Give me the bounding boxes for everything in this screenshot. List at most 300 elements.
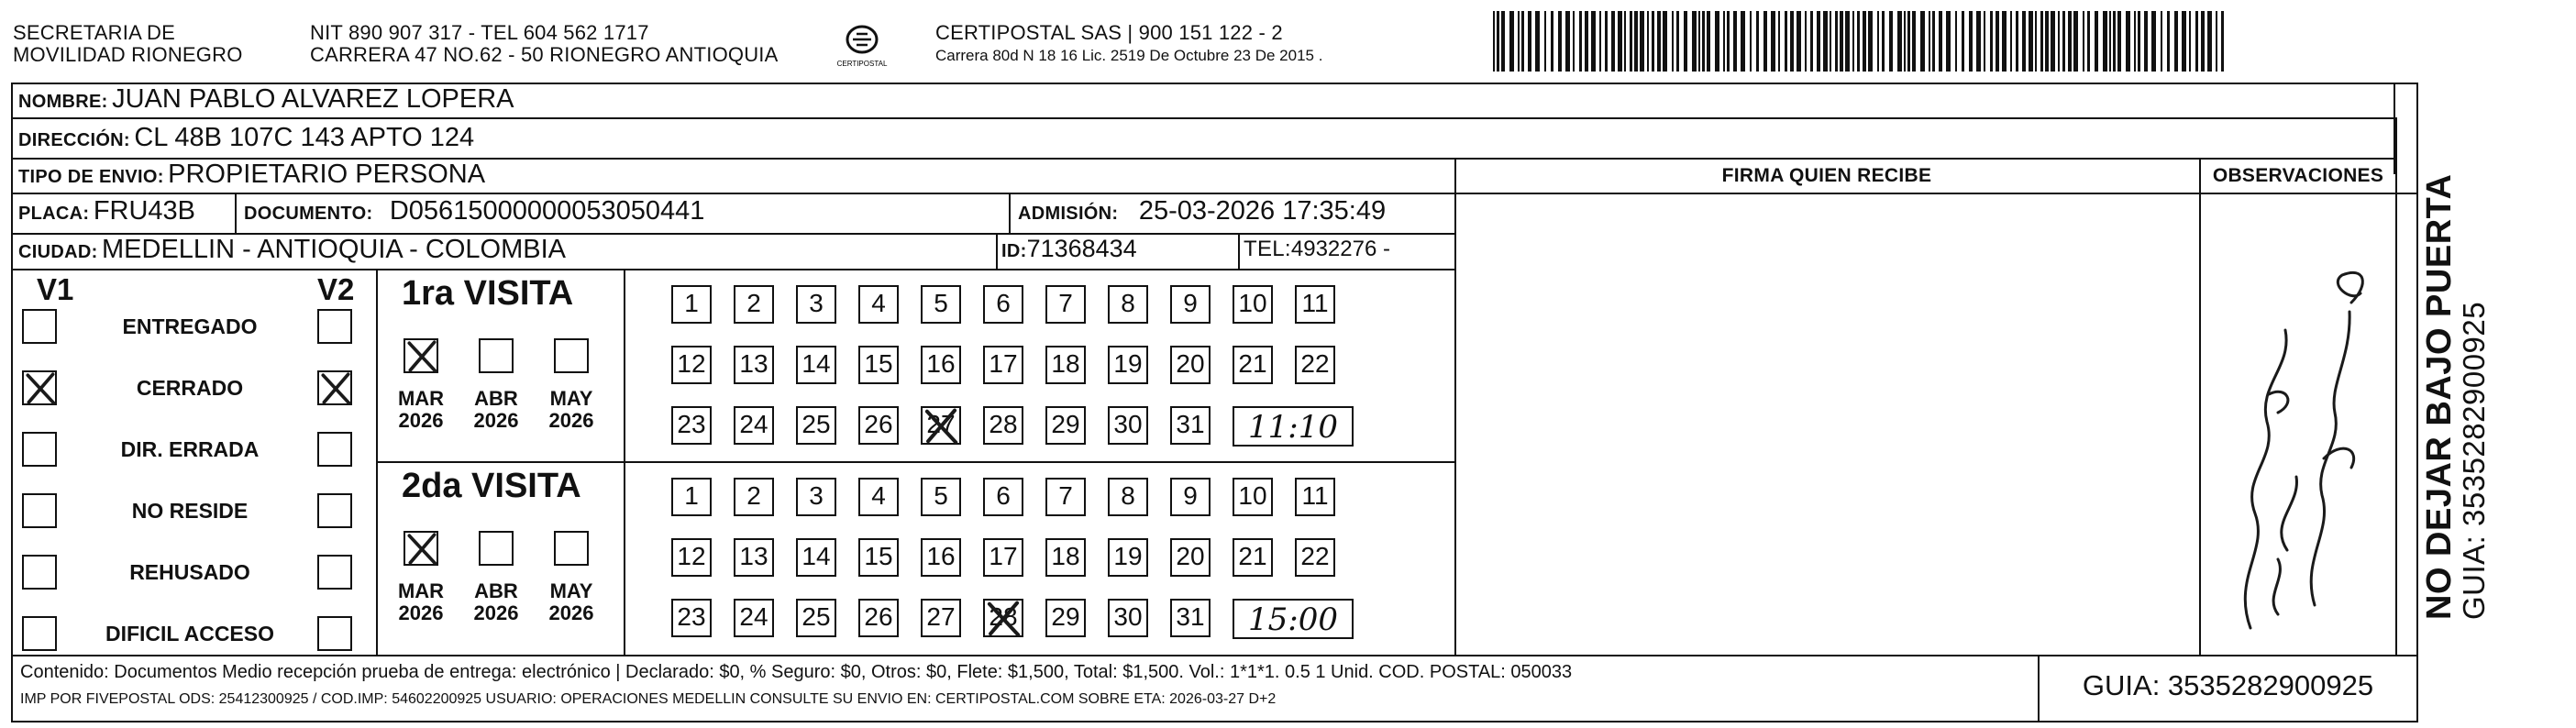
- day-number: 19: [1113, 542, 1143, 570]
- barcode-bar: [2087, 11, 2090, 72]
- obs-right-border: [2395, 117, 2397, 655]
- day-cell[interactable]: [734, 478, 774, 516]
- barcode-bar: [1640, 11, 1644, 72]
- status-label: NO RESIDE: [131, 499, 249, 523]
- day-cell[interactable]: [1170, 406, 1211, 445]
- day-number: 7: [1058, 481, 1073, 510]
- day-number: 29: [1051, 410, 1080, 438]
- day-cell[interactable]: [1170, 538, 1211, 577]
- day-number: 28: [989, 410, 1018, 438]
- v1-checkbox[interactable]: [22, 555, 57, 590]
- barcode-bar: [2134, 11, 2136, 72]
- day-cell[interactable]: [1108, 406, 1148, 445]
- row-divider: [11, 655, 2418, 656]
- day-cell[interactable]: [983, 406, 1023, 445]
- day-cell[interactable]: [671, 599, 712, 637]
- x-mark-icon: [983, 599, 1023, 639]
- day-cell[interactable]: [671, 406, 712, 445]
- x-mark-icon: [921, 406, 961, 447]
- barcode-bar: [1723, 11, 1725, 72]
- barcode-bar: [1817, 11, 1820, 72]
- direccion-label: DIRECCIÓN:: [18, 130, 130, 150]
- day-cell[interactable]: [983, 538, 1023, 577]
- barcode-bar: [1652, 11, 1654, 72]
- barcode-bar: [1845, 11, 1850, 72]
- barcode-bar: [2073, 11, 2078, 72]
- day-cell[interactable]: [1295, 478, 1335, 516]
- day-cell[interactable]: [1170, 478, 1211, 516]
- barcode-bar: [1877, 11, 1879, 72]
- barcode-bar: [1756, 11, 1759, 72]
- day-number: 25: [802, 602, 831, 631]
- barcode-bar: [1672, 11, 1674, 72]
- x-mark-icon: [317, 370, 354, 407]
- day-cell[interactable]: [983, 478, 1023, 516]
- nombre-value: JUAN PABLO ALVAREZ LOPERA: [112, 84, 514, 114]
- day-number: 19: [1113, 349, 1143, 378]
- org-line-2: MOVILIDAD RIONEGRO: [13, 43, 243, 66]
- day-number: 18: [1051, 349, 1080, 378]
- day-number: 11: [1301, 481, 1329, 510]
- barcode-bar: [2182, 11, 2186, 72]
- day-cell[interactable]: [1108, 478, 1148, 516]
- v1-checkbox[interactable]: [22, 493, 57, 528]
- day-cell[interactable]: [796, 406, 836, 445]
- day-number: 31: [1176, 602, 1205, 631]
- day-cell[interactable]: [796, 285, 836, 324]
- day-cell[interactable]: [921, 538, 961, 577]
- day-cell[interactable]: [734, 538, 774, 577]
- day-cell[interactable]: [796, 346, 836, 384]
- admision-divider: [1009, 194, 1011, 233]
- day-cell[interactable]: [983, 599, 1023, 637]
- no-dejar-text: NO DEJAR BAJO PUERTA: [2420, 173, 2459, 620]
- day-number: 27: [926, 602, 956, 631]
- status-label: REHUSADO: [129, 560, 250, 584]
- barcode-bar: [2201, 11, 2205, 72]
- day-cell[interactable]: [734, 406, 774, 445]
- day-cell[interactable]: [921, 406, 961, 445]
- barcode-bar: [1897, 11, 1902, 72]
- side-guia-text: GUIA: 3535282900925: [2457, 301, 2491, 620]
- barcode-bar: [1962, 11, 1964, 72]
- footer-guia: GUIA: 3535282900925: [2082, 669, 2374, 701]
- day-cell[interactable]: [796, 599, 836, 637]
- day-number: 13: [739, 542, 768, 570]
- status-area: [11, 270, 376, 655]
- placa-value: FRU43B: [93, 196, 196, 226]
- day-number: 8: [1121, 289, 1135, 317]
- day-cell[interactable]: [1108, 346, 1148, 384]
- barcode-bar: [1797, 11, 1801, 72]
- barcode-bar: [2207, 11, 2212, 72]
- barcode-bar: [1535, 11, 1540, 72]
- nombre-row: [18, 84, 514, 115]
- day-number: 2: [746, 481, 761, 510]
- month-year: 2026: [473, 601, 519, 624]
- day-number: 1: [684, 289, 699, 317]
- day-cell[interactable]: [734, 599, 774, 637]
- direccion-value: CL 48B 107C 143 APTO 124: [134, 123, 475, 152]
- org-name: [13, 22, 243, 66]
- day-number: 20: [1176, 542, 1205, 570]
- barcode-bar: [1904, 11, 1906, 72]
- id-value: 71368434: [1026, 235, 1137, 262]
- barcode-bar: [1501, 11, 1505, 72]
- imp-text: IMP POR FIVEPOSTAL ODS: 25412300925 / COD.IMP: 54602200925 USUARIO: OPERACIONES MEDELLIN CONSULTE SU ENVIO EN: CERTIPOSTAL.COM SOBRE ETA: 2026-03-27 D+2: [20, 691, 1277, 707]
- barcode-bar: [2022, 11, 2026, 72]
- day-number: 12: [677, 349, 706, 378]
- barcode-bar: [2126, 11, 2130, 72]
- row-divider: [11, 193, 2418, 194]
- day-cell[interactable]: [734, 285, 774, 324]
- v1-checkbox[interactable]: [22, 616, 57, 651]
- barcode-bar: [2016, 11, 2018, 72]
- obs-left-border: [2199, 160, 2201, 655]
- direccion-row: [18, 123, 474, 153]
- barcode-bar: [2216, 11, 2217, 72]
- day-cell[interactable]: [1295, 538, 1335, 577]
- placa-label: PLACA:: [18, 204, 90, 224]
- day-number: 15: [864, 542, 893, 570]
- barcode-bar: [1624, 11, 1626, 72]
- tel-divider: [1238, 235, 1240, 269]
- month-checkbox[interactable]: [479, 531, 514, 566]
- month-year: 2026: [548, 601, 594, 624]
- contenido-text: Contenido: Documentos Medio recepción prueba de entrega: electrónico | Declarado: $0, % Seguro: $0, Otros: $0, Flete: $1,500, Total: $1,500. Vol.: 1*1*1. 0.5 1 Unid. COD. POSTAL: 050033: [20, 662, 1573, 682]
- day-cell[interactable]: [921, 599, 961, 637]
- barcode-bar: [2083, 11, 2084, 72]
- barcode-bar: [2040, 11, 2043, 72]
- day-number: 21: [1238, 349, 1267, 378]
- barcode-bar: [1996, 11, 1999, 72]
- day-cell[interactable]: [858, 285, 899, 324]
- day-number: 3: [809, 289, 824, 317]
- month-label: [387, 388, 455, 432]
- barcode-bar: [1497, 11, 1499, 72]
- barcode-bar: [1771, 11, 1775, 72]
- day-cell[interactable]: [858, 538, 899, 577]
- certipostal-logo: [836, 20, 888, 72]
- day-number: 14: [802, 542, 831, 570]
- barcode-bar: [1969, 11, 1973, 72]
- day-number: 5: [934, 289, 948, 317]
- documento-field: [244, 196, 704, 226]
- day-number: 30: [1113, 602, 1143, 631]
- logo-text: CERTIPOSTAL: [836, 60, 888, 68]
- barcode-bar: [2109, 11, 2111, 72]
- day-number: 15: [864, 349, 893, 378]
- barcode-bar: [1684, 11, 1687, 72]
- v2-checkbox[interactable]: [317, 309, 352, 344]
- day-number: 16: [926, 542, 956, 570]
- barcode-bar: [1585, 11, 1588, 72]
- day-number: 16: [926, 349, 956, 378]
- day-cell[interactable]: [1045, 346, 1086, 384]
- day-cell[interactable]: [1108, 599, 1148, 637]
- documento-label: DOCUMENTO:: [244, 204, 373, 224]
- day-cell[interactable]: [671, 285, 712, 324]
- barcode-bar: [1727, 11, 1730, 72]
- day-cell[interactable]: [1170, 346, 1211, 384]
- ciudad-value: MEDELLIN - ANTIOQUIA - COLOMBIA: [102, 235, 566, 264]
- barcode-bar: [1551, 11, 1553, 72]
- day-number: 29: [1051, 602, 1080, 631]
- v2-checkbox[interactable]: [317, 370, 352, 405]
- barcode-bar: [1882, 11, 1885, 72]
- visit-time[interactable]: 15:00: [1233, 599, 1354, 639]
- firma-left-border: [1454, 160, 1456, 655]
- day-number: 13: [739, 349, 768, 378]
- barcode-bar: [1663, 11, 1667, 72]
- barcode-bar: [1889, 11, 1893, 72]
- org-contact: [310, 22, 778, 66]
- day-cell[interactable]: [921, 346, 961, 384]
- month-checkbox[interactable]: [554, 531, 589, 566]
- barcode-bar: [1634, 11, 1638, 72]
- day-number: 23: [677, 410, 706, 438]
- v2-checkbox[interactable]: [317, 493, 352, 528]
- month-year: 2026: [548, 409, 594, 432]
- barcode-bar: [1939, 11, 1942, 72]
- barcode-bar: [1790, 11, 1794, 72]
- v1-checkbox[interactable]: [22, 432, 57, 467]
- day-cell[interactable]: [983, 346, 1023, 384]
- day-cell[interactable]: [1108, 285, 1148, 324]
- status-label: DIR. ERRADA: [120, 437, 260, 461]
- day-cell[interactable]: [796, 538, 836, 577]
- month-year: 2026: [473, 409, 519, 432]
- barcode-bar: [2195, 11, 2198, 72]
- barcode-bar: [2010, 11, 2012, 72]
- barcode-bar: [1618, 11, 1622, 72]
- day-cell[interactable]: [921, 285, 961, 324]
- day-cell[interactable]: [1233, 478, 1273, 516]
- barcode-bar: [1920, 11, 1925, 72]
- barcode-bar: [1528, 11, 1531, 72]
- day-number: 1: [684, 481, 699, 510]
- barcode-bar: [1907, 11, 1910, 72]
- tel-label: TEL:: [1244, 237, 1291, 261]
- day-cell[interactable]: [734, 346, 774, 384]
- day-cell[interactable]: [1045, 538, 1086, 577]
- month-label: [387, 580, 455, 624]
- barcode-bar: [1518, 11, 1520, 72]
- day-number: 10: [1238, 481, 1267, 510]
- day-number: 3: [809, 481, 824, 510]
- day-number: 30: [1113, 410, 1143, 438]
- barcode-bar: [2167, 11, 2170, 72]
- v2-checkbox[interactable]: [317, 616, 352, 651]
- month-name: MAY: [549, 579, 593, 602]
- admision-label: ADMISIÓN:: [1018, 204, 1119, 224]
- barcode-bar: [1805, 11, 1807, 72]
- handwritten-observation: [2214, 248, 2388, 642]
- barcode-bar: [1702, 11, 1705, 72]
- month-year: 2026: [398, 601, 444, 624]
- tel-field: [1244, 237, 1390, 262]
- month-name: ABR: [474, 579, 518, 602]
- ciudad-label: CIUDAD:: [18, 242, 98, 262]
- barcode-bar: [1565, 11, 1570, 72]
- barcode-bar: [2058, 11, 2060, 72]
- day-number: 5: [934, 481, 948, 510]
- barcode-bar: [2117, 11, 2121, 72]
- x-mark-icon: [404, 531, 440, 568]
- tipo-value: PROPIETARIO PERSONA: [168, 160, 486, 189]
- id-divider: [996, 235, 998, 269]
- day-number: 17: [989, 349, 1018, 378]
- day-number: 6: [996, 481, 1011, 510]
- day-cell[interactable]: [671, 478, 712, 516]
- day-number: 22: [1300, 542, 1330, 570]
- id-field: [1001, 235, 1137, 263]
- barcode-bar: [1573, 11, 1575, 72]
- barcode-bar: [1605, 11, 1608, 72]
- day-number: 12: [677, 542, 706, 570]
- barcode-bar: [1852, 11, 1854, 72]
- day-number: 21: [1238, 542, 1267, 570]
- day-cell[interactable]: [1295, 285, 1335, 324]
- day-cell[interactable]: [1233, 285, 1273, 324]
- day-number: 11: [1301, 289, 1329, 317]
- row-divider: [11, 117, 2395, 119]
- day-number: 31: [1176, 410, 1205, 438]
- month-label: [462, 388, 530, 432]
- day-number: 24: [739, 410, 768, 438]
- barcode-bar: [1707, 11, 1710, 72]
- day-cell[interactable]: [671, 346, 712, 384]
- barcode-bar: [1912, 11, 1916, 72]
- barcode-bar: [1715, 11, 1719, 72]
- day-cell[interactable]: [1045, 406, 1086, 445]
- day-cell[interactable]: [1045, 478, 1086, 516]
- day-number: 24: [739, 602, 768, 631]
- month-label: [537, 388, 605, 432]
- day-number: 28: [989, 602, 1018, 631]
- barcode-bar: [1868, 11, 1873, 72]
- day-cell[interactable]: [858, 406, 899, 445]
- day-cell[interactable]: [858, 478, 899, 516]
- placa-divider: [235, 194, 237, 233]
- day-number: 22: [1300, 349, 1330, 378]
- v1-header: V1: [37, 272, 74, 306]
- day-cell[interactable]: [1108, 538, 1148, 577]
- v1-checkbox[interactable]: [22, 309, 57, 344]
- x-mark-icon: [22, 370, 59, 407]
- day-cell[interactable]: [858, 599, 899, 637]
- day-cell[interactable]: [1045, 285, 1086, 324]
- barcode-bar: [1591, 11, 1596, 72]
- barcode-bar: [1990, 11, 1993, 72]
- status-label: CERRADO: [136, 376, 244, 400]
- day-cell[interactable]: [1233, 538, 1273, 577]
- day-cell[interactable]: [1233, 346, 1273, 384]
- day-number: 18: [1051, 542, 1080, 570]
- barcode-bar: [2035, 11, 2037, 72]
- barcode-bar: [1946, 11, 1951, 72]
- barcode-bar: [1955, 11, 1957, 72]
- status-label: ENTREGADO: [122, 314, 258, 338]
- barcode-bar: [2161, 11, 2162, 72]
- barcode-bar: [1741, 11, 1745, 72]
- firma-label: FIRMA QUIEN RECIBE: [1721, 165, 1932, 186]
- month-name: MAR: [397, 387, 445, 410]
- v2-checkbox[interactable]: [317, 555, 352, 590]
- month-checkbox[interactable]: [479, 338, 514, 373]
- barcode-bar: [1763, 11, 1767, 72]
- barcode-bar: [1647, 11, 1649, 72]
- day-number: 20: [1176, 349, 1205, 378]
- day-number: 25: [802, 410, 831, 438]
- barcode-bar: [2221, 11, 2224, 72]
- month-checkbox[interactable]: [404, 338, 438, 373]
- day-cell[interactable]: [1170, 599, 1211, 637]
- month-year: 2026: [398, 409, 444, 432]
- company-address: Carrera 80d N 18 16 Lic. 2519 De Octubre 23 De 2015 .: [935, 47, 1323, 64]
- placa-field: [18, 196, 195, 226]
- day-cell[interactable]: [796, 478, 836, 516]
- barcode-bar: [1493, 11, 1495, 72]
- barcode-bar: [1750, 11, 1752, 72]
- barcode-bar: [2095, 11, 2098, 72]
- day-number: 10: [1238, 289, 1267, 317]
- nit-text: NIT 890 907 317 - TEL 604 562 1717: [310, 21, 649, 44]
- barcode-bar: [2189, 11, 2191, 72]
- x-mark-icon: [404, 338, 440, 375]
- visit-time[interactable]: 11:10: [1233, 406, 1354, 447]
- day-number: 14: [802, 349, 831, 378]
- day-cell[interactable]: [1045, 599, 1086, 637]
- month-name: MAY: [549, 387, 593, 410]
- barcode-bar: [1579, 11, 1582, 72]
- month-name: ABR: [474, 387, 518, 410]
- day-number: 9: [1183, 481, 1198, 510]
- barcode-bar: [1692, 11, 1697, 72]
- barcode-bar: [1863, 11, 1866, 72]
- barcode-bar: [2068, 11, 2072, 72]
- id-label: ID:: [1001, 241, 1027, 261]
- day-cell[interactable]: [983, 285, 1023, 324]
- month-checkbox[interactable]: [554, 338, 589, 373]
- month-name: MAR: [397, 579, 445, 602]
- barcode-bar: [2174, 11, 2178, 72]
- month-checkbox[interactable]: [404, 531, 438, 566]
- v2-header: V2: [317, 272, 355, 306]
- day-number: 7: [1058, 289, 1073, 317]
- day-cell[interactable]: [858, 346, 899, 384]
- barcode-bar: [2029, 11, 2033, 72]
- tipo-label: TIPO DE ENVIO:: [18, 167, 164, 187]
- ciudad-field: [18, 235, 566, 265]
- day-number: 4: [871, 481, 886, 510]
- day-cell[interactable]: [921, 478, 961, 516]
- admision-value: 25-03-2026 17:35:49: [1138, 196, 1387, 226]
- v1-checkbox[interactable]: [22, 370, 57, 405]
- barcode-bar: [1611, 11, 1615, 72]
- barcode: [1493, 11, 2228, 72]
- day-cell[interactable]: [1295, 346, 1335, 384]
- org-line-1: SECRETARIA DE: [13, 21, 176, 44]
- day-cell[interactable]: [671, 538, 712, 577]
- barcode-bar: [1830, 11, 1831, 72]
- day-cell[interactable]: [1170, 285, 1211, 324]
- address-text: CARRERA 47 NO.62 - 50 RIONEGRO ANTIOQUIA: [310, 43, 779, 66]
- tipo-row: [18, 160, 485, 190]
- barcode-bar: [1835, 11, 1838, 72]
- visit-title: 1ra VISITA: [402, 274, 574, 313]
- v2-checkbox[interactable]: [317, 432, 352, 467]
